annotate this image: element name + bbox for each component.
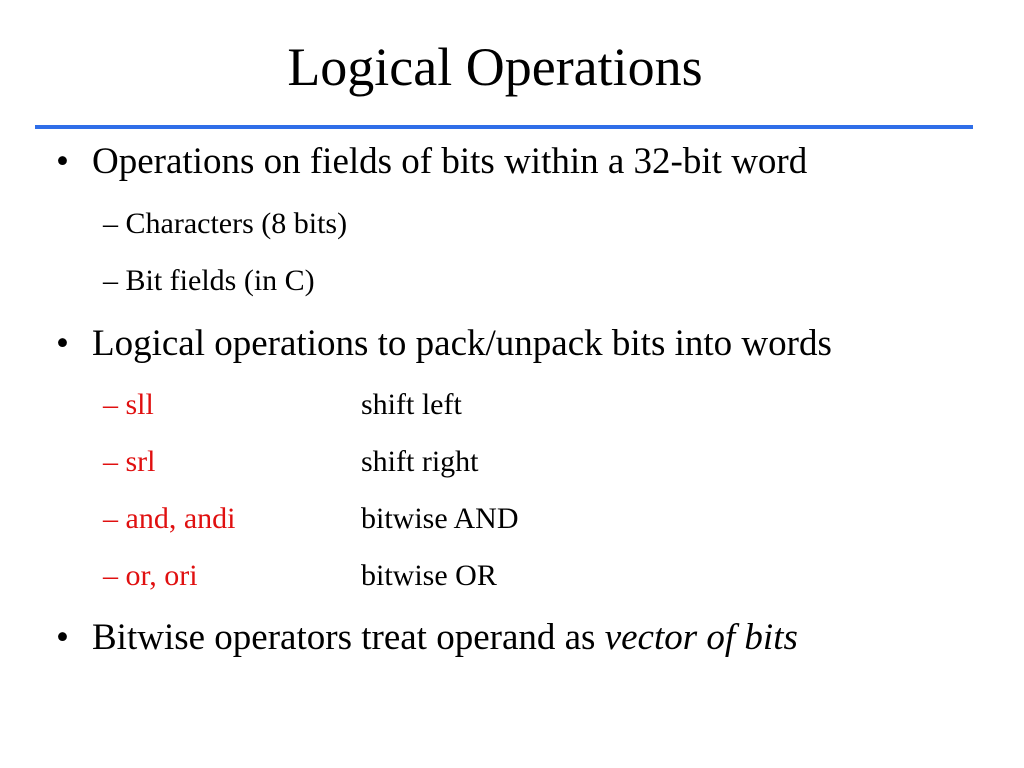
operation-name: or, ori — [125, 559, 198, 592]
operation-description: bitwise OR — [361, 559, 497, 592]
operation-row-sll — [103, 386, 462, 424]
title-divider — [35, 125, 973, 129]
operation-description: shift left — [361, 388, 462, 421]
sub-dash: – — [103, 502, 118, 535]
sub-dash: – — [103, 445, 118, 478]
sub-item — [103, 205, 347, 243]
operation-name: and, andi — [125, 502, 236, 535]
bullet-item-1 — [56, 139, 807, 185]
operation-row-srl — [103, 443, 479, 481]
bullet-marker: • — [56, 141, 69, 182]
sub-dash: – — [103, 207, 118, 240]
bullet-marker: • — [56, 323, 69, 364]
sub-item — [103, 262, 315, 300]
sub-dash: – — [103, 264, 118, 297]
bullet-text: Bitwise operators treat operand as — [92, 617, 605, 658]
slide-title: Logical Operations — [287, 37, 703, 97]
bullet-text: Logical operations to pack/unpack bits into words — [92, 323, 832, 364]
operation-description: shift right — [361, 445, 479, 478]
sub-dash: – — [103, 388, 118, 421]
operation-name: sll — [125, 388, 154, 421]
bullet-item-3 — [56, 615, 798, 661]
sub-text: Bit fields (in C) — [125, 264, 315, 297]
operation-row-or — [103, 557, 497, 595]
sub-text: Characters (8 bits) — [125, 207, 348, 240]
bullet-marker: • — [56, 617, 69, 658]
operation-name: srl — [125, 445, 156, 478]
operation-row-and — [103, 500, 519, 538]
operation-description: bitwise AND — [361, 502, 519, 535]
sub-dash: – — [103, 559, 118, 592]
bullet-item-2 — [56, 321, 832, 367]
bullet-emphasis: vector of bits — [604, 617, 798, 658]
bullet-text: Operations on fields of bits within a 32-bit word — [92, 141, 808, 182]
